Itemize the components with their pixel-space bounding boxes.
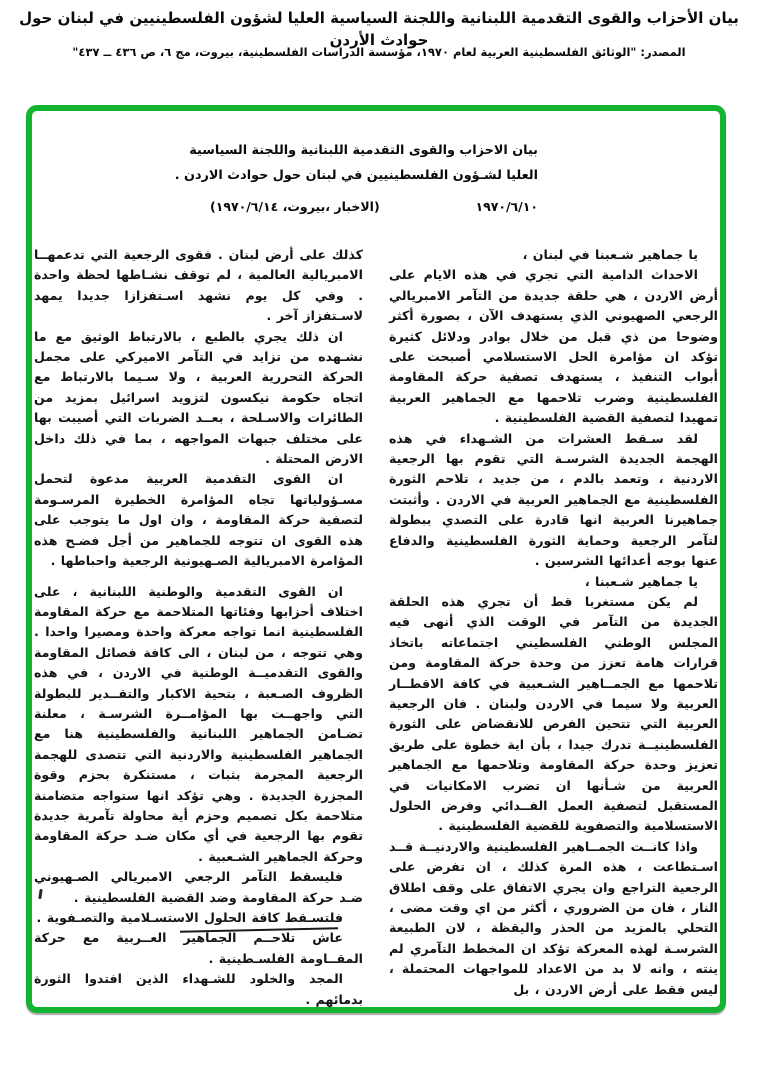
page-caption-source: المصدر: "الوثائق الفلسطينية العربية لعام ١٩٧٠، مؤسسة الدراسات الفلسطينية، بيروت، مج ٦، ص ٤٣٦ ــ ٤٣٧": [72, 45, 686, 59]
paragraph: المجد والخلود للشـهداء الذين افتدوا الثورة بدمائهم .: [34, 971, 363, 1007]
column-left: [34, 245, 363, 1010]
date-row: [210, 199, 538, 214]
document-title-line2: العليا لشـؤون الفلسطينيين في لبنان حول حوادث الاردن .: [174, 168, 538, 183]
paragraph: لقد سـقط العشرات من الشـهداء في هذه الهجمة الجديدة الشرسـة التي تقوم بها الرجعية الاردنية ، وتعمد بالدم ، من جديد ، تلاحم الثورة الفلسطينية مع الجماهير العربية في الاردن . وأثبتت جماهيرنا العربية انها قادرة على التصدي ببطولة لتآمر الرجعية وحماية الثورة الفلسطينية والدفاع عنها بوجه أعدائها الشرسين .: [389, 430, 718, 569]
paragraph: الاحداث الدامية التي تجري في هذه الايام على أرض الاردن ، هي حلقة جديدة من التآمر الامبريالي الرجعي الصهيوني الذي يستهدف الآن ، بصورة أكثر وضوحا من ذي قبل من خلال بوادر ودلائل كثيرة تؤكد ان مؤامرة الحل الاستسلامي أصبحت على أبواب التنفيذ ، يستهدف تصفية حركة المقاومة الفلسطينية وضرب تلاحمها مع الجماهير العربية تمهيدا لتصفية القضية الفلسطينية .: [389, 267, 718, 426]
paragraph: ان القوى التقدمية والوطنية اللبنانية ، على اختلاف أحزابها وفئاتها المتلاحمة مع حركة المقاومة الفلسطينية انما تواجه معركة واحدة ومصيرا واحدا . وهي تتوجه ، من لبنان ، الى كافة فصائل المقاومة والقوى التقدميــة الوطنية في الاردن ، في هذه الظروف الصـعبة ، بتحية الاكبار والتقــدير للبطولة التي واجهــت بها المؤامــرة الشرسـة ، معلنة تضـامن الجماهير اللبنانية والفلسطينية هنا مع الجماهير الفلسطينية والاردنية التي تتصدى للهجمة الرجعية المجرمة بثبات ، مستنكرة بحزم وقوة المجزرة الجديدة . وهي تؤكد انها ستواجه متضامنة متلاحمة بكل تصميم وحزم أية محاولة تآمرية جديدة تقوم بها الرجعية في أي مكان ضـد حركة المقاومة وحركة الجماهير الشـعبية .: [34, 583, 363, 864]
paragraph: يا جماهير شـعبنا ،: [584, 573, 698, 589]
document-citation: (الاخبار ،بيروت، ١٩٧٠/٦/١٤): [210, 199, 380, 214]
paragraph: واذا كانــت الجمــاهير الفلسطينية والاردنيــة قــد اسـتطاعت ، هذه المرة كذلك ، ان تفرض على الرجعية التراجع وان يجري الاتفاق على وقف اطلاق النار ، فان من الضروري ، أكثر من اي وقت مضى ، التحلي بالمزيد من الحذر واليقظة ، لان الطبيعة الشرسـة لهذه المعركة تؤكد ان المخطط التآمري لم ينته ، وانه لا بد من الاعداد للمواجهات المحتملة ، ليس فقط على أرض الاردن ، بل: [389, 838, 718, 997]
paragraph: فليسقط التآمر الرجعي الامبريالي الصـهيوني ضـد حركة المقاومة وضد القضية الفلسطينية .: [34, 869, 363, 905]
paragraph: لم يكن مستغربا قط أن تجري هذه الحلقة الجديدة من التآمر في الوقت الذي أنهى فيه المجلس الوطني الفلسطيني اجتماعاته باتخاذ قرارات هامة تعزز من وحدة حركة المقاومة ومن تلاحمها مع الجمــاهير الشـعبية في كافة الاقطــار العربية ولا سيما في الاردن ولبنان . فان الرجعية العربية التي تتحين الفرص للانقضاض على الثورة الفلسطينيــة تدرك جيدا ، بأن اية خطوة على طريق تعزيز وحدة حركة المقاومة وتلاحمها مع الجماهير العربية من شـأنها ان تضرب الامكانيات في المستقبل لتصفية العمل الفــدائي وفرض الحلول الاستسلامية والتصفوية للقضية الفلسطينية .: [389, 593, 718, 834]
paragraph: ان ذلك يجري بالطبع ، بالارتباط الوثيق مع ما نشـهده من تزايد في التآمر الاميركي على مجمل الحركة التحررية العربية ، ولا سـيما بالارتباط مع اتجاه حكومة نيكسون لتزويد اسرائيل بمزيد من الطائرات والاسـلحة ، بعــد الضربات التي أصيبت بها على مختلف جبهات المواجهه ، بما في ذلك داخل الارض المحتلة .: [34, 328, 363, 467]
body-columns: [34, 245, 718, 1010]
paragraph: ان القوى التقدمية العربية مدعوة لتحمل مسـؤولياتها تجاه المؤامرة الخطيرة المرسـومة لتصفية حركة المقاومة ، وان اول ما يتوجب على هذه القوى ان تتوجه للجماهير من أجل فضـح هذه المؤامرة الامبريالية الصـهيونية الرجعية واحباطها .: [34, 471, 363, 569]
paragraph: عاش تلاحــم الجماهير العــربية مع حركة المقــاومة الفلسـطينية .: [34, 930, 363, 966]
paragraph: كذلك على أرض لبنان . فقوى الرجعية التي تدعمهــا الامبريالية العالمية ، لم توقف نشـاطها لحظة واحدة . وفي كل يوم نشهد اسـتفزازا جديدا يمهد لاسـتفزاز آخر .: [34, 247, 363, 324]
document-title-line1: بيان الاحزاب والقوى التقدمية اللبنانية واللجنة السياسية: [189, 143, 538, 158]
paragraph: يا جماهير شـعبنا في لبنان ،: [522, 247, 698, 262]
page-caption-title: بيان الأحزاب والقوى التقدمية اللبنانية واللجنة السياسية العليا لشؤون الفلسطينيين في لبنان حول حوادث الأردن: [19, 9, 739, 49]
paragraph: فلتسـقط كافة الحلول الاستسـلامية والتصـفوية .: [36, 910, 343, 925]
document-date: ١٩٧٠/٦/١٠: [475, 199, 538, 214]
document-title: [174, 138, 538, 188]
column-right: [389, 245, 718, 1010]
